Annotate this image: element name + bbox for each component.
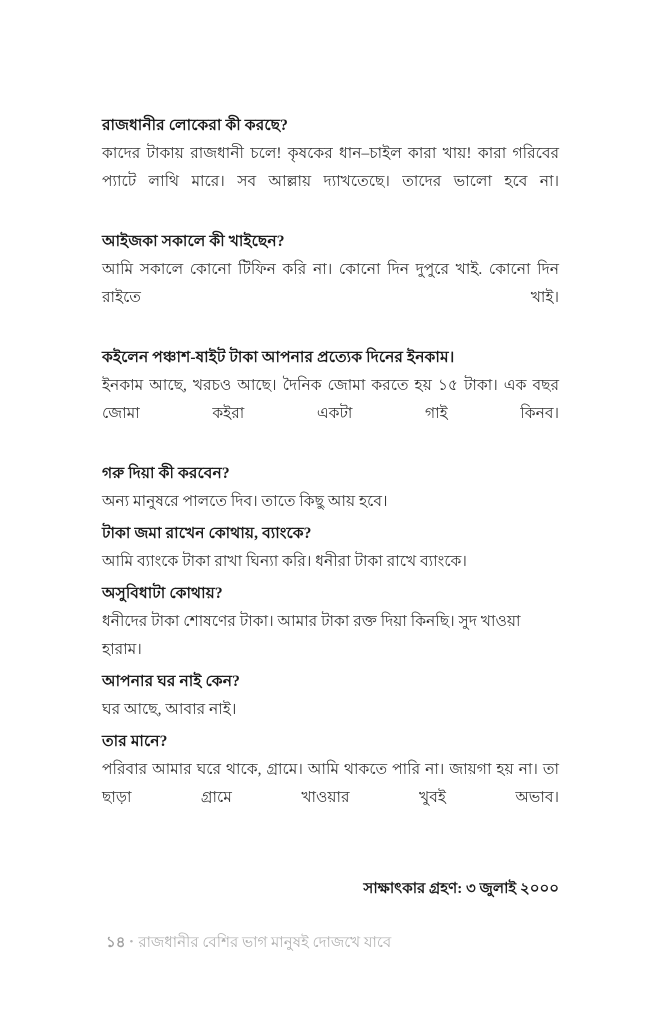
- interview-answer: ধনীদের টাকা শোষণের টাকা। আমার টাকা রক্ত দিয়া কিনছি। সুদ খাওয়া হারাম।: [102, 613, 521, 658]
- qa-block: [102, 520, 559, 576]
- footer-page-number: ১৪: [106, 935, 126, 951]
- interview-question: তার মানে?: [102, 733, 168, 750]
- interview-answer: ঘর আছে, আবার নাই।: [102, 701, 237, 718]
- page-content: [102, 112, 559, 902]
- interview-answer: অন্য মানুষরে পালতে দিব। তাতে কিছু আয় হবে।: [102, 493, 388, 510]
- page-footer: [106, 930, 391, 955]
- qa-block: [102, 344, 559, 456]
- interview-answer: আমি সকালে কোনো টিফিন করি না। কোনো দিন দুপুরে খাই. কোনো দিন রাইতে খাই।: [102, 261, 559, 306]
- footer-bullet-icon: •: [129, 936, 134, 948]
- interview-question: রাজধানীর লোকেরা কী করছে?: [102, 117, 288, 134]
- interview-question: আইজকা সকালে কী খাইছেন?: [102, 233, 285, 250]
- interview-answer: কাদের টাকায় রাজধানী চলে! কৃষকের ধান–চাইল কারা খায়! কারা গরিবের প্যাটে লাথি মারে। সব আল্লায় দ্যাখতেছে। তাদের ভালো হবে না।: [102, 145, 559, 190]
- qa-block: [102, 228, 559, 340]
- interview-question: কইলেন পঞ্চাশ-ষাইট টাকা আপনার প্রত্যেক দিনের ইনকাম।: [102, 349, 455, 366]
- qa-block: [102, 728, 559, 840]
- qa-block: [102, 580, 559, 664]
- footer-book-title: রাজধানীর বেশির ভাগ মানুষই দোজখে যাবে: [138, 935, 392, 951]
- interview-answer: ইনকাম আছে, খরচও আছে। দৈনিক জোমা করতে হয় ১৫ টাকা। এক বছর জোমা কইরা একটা গাই কিনব।: [102, 377, 559, 422]
- interview-question: টাকা জমা রাখেন কোথায়, ব্যাংকে?: [102, 525, 312, 542]
- interview-question: অসুবিধাটা কোথায়?: [102, 585, 223, 602]
- qa-block: [102, 112, 559, 224]
- interview-answer: আমি ব্যাংকে টাকা রাখা ঘিন্যা করি। ধনীরা টাকা রাখে ব্যাংকে।: [102, 553, 467, 570]
- interview-question: আপনার ঘর নাই কেন?: [102, 673, 240, 690]
- interview-answer: পরিবার আমার ঘরে থাকে, গ্রামে। আমি থাকতে পারি না। জায়গা হয় না। তা ছাড়া গ্রামে খাওয়ার খুবই অভাব।: [102, 761, 559, 806]
- interview-question: গরু দিয়া কী করবেন?: [102, 465, 230, 482]
- qa-block: [102, 668, 559, 724]
- qa-block: [102, 460, 559, 516]
- interview-attribution: সাক্ষাৎকার গ্রহণ: ৩ জুলাই ২০০০: [363, 881, 559, 897]
